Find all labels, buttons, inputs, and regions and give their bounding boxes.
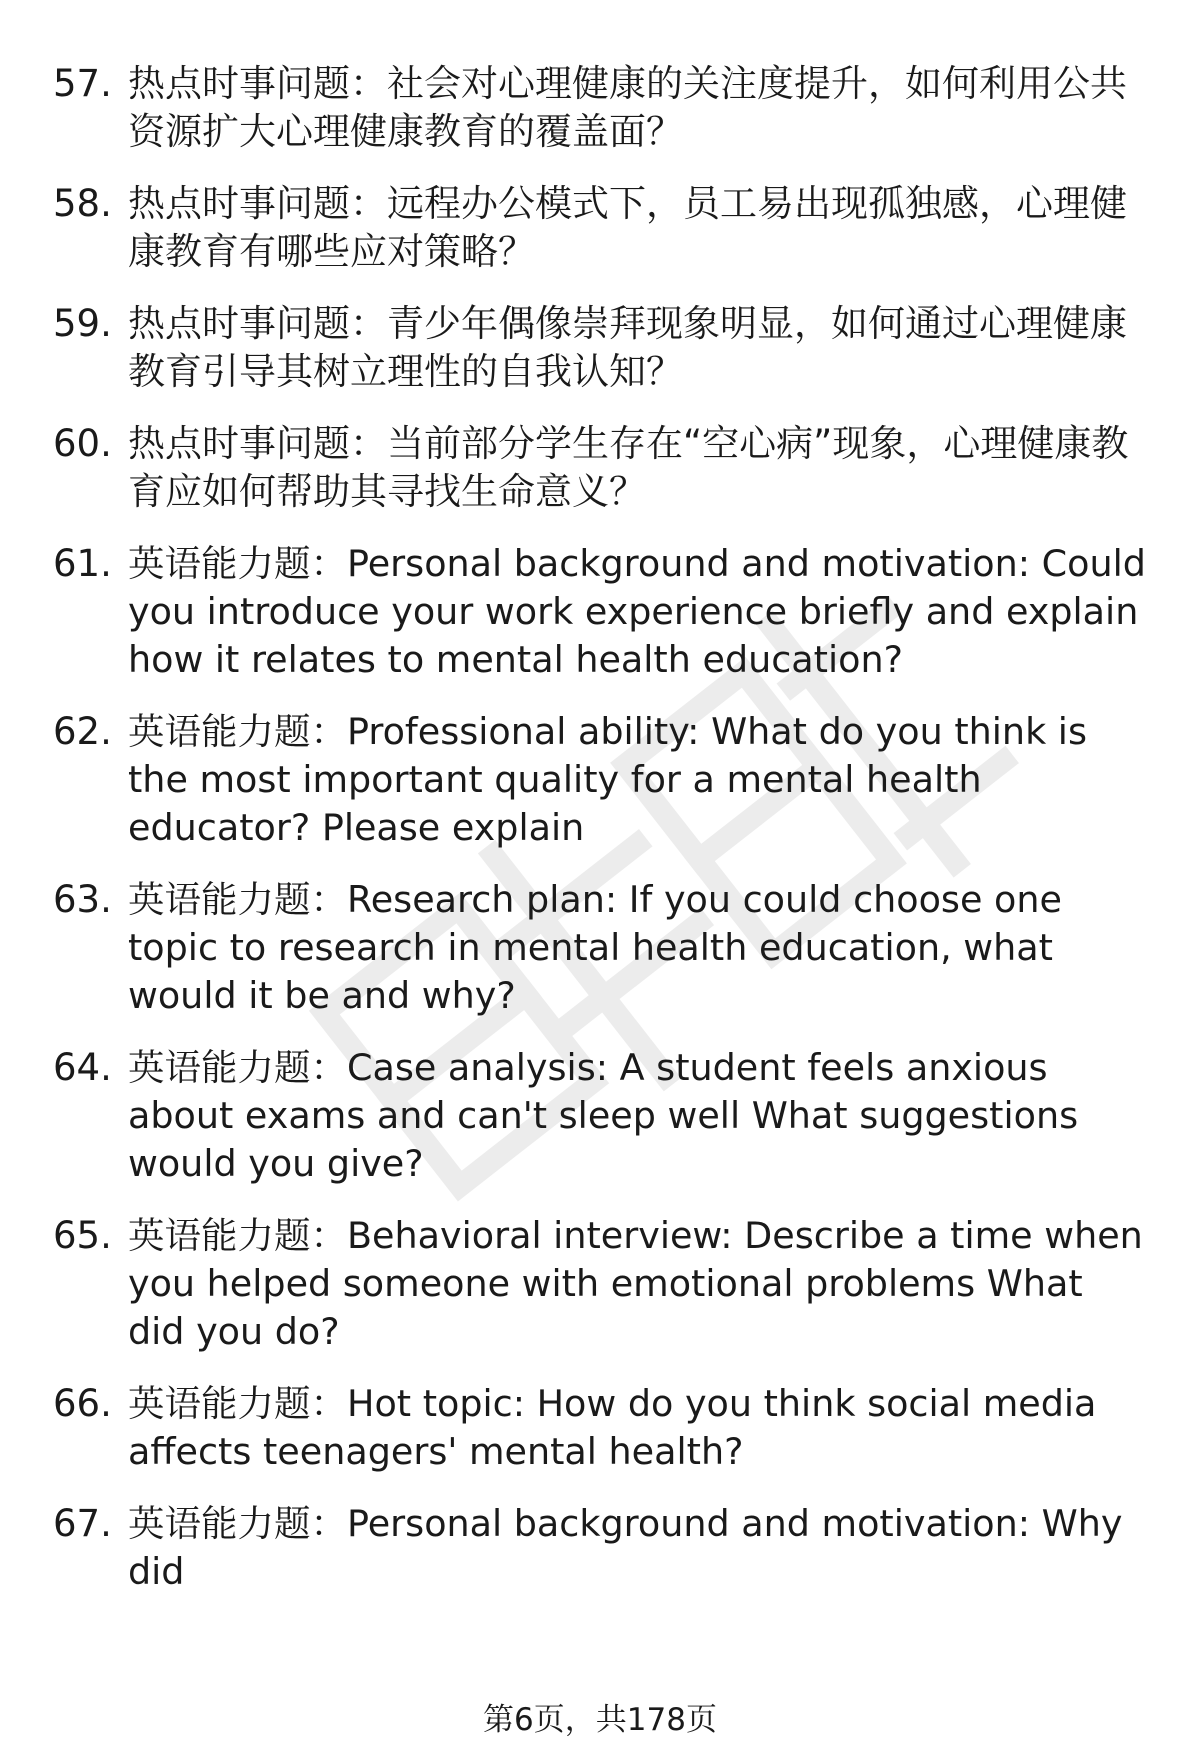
- question-text: 英语能力题：Personal background and motivation: Could you introduce your work experience briefly and explain how it relates to mental health education?: [128, 542, 1146, 681]
- question-number: 57.: [53, 62, 112, 105]
- question-text: 热点时事问题：社会对心理健康的关注度提升，如何利用公共资源扩大心理健康教育的覆盖面？: [128, 62, 1127, 153]
- question-number: 60.: [53, 422, 112, 465]
- question-number: 67.: [53, 1502, 112, 1545]
- question-text: 热点时事问题：远程办公模式下，员工易出现孤独感，心理健康教育有哪些应对策略？: [128, 182, 1127, 273]
- question-number: 61.: [53, 542, 112, 585]
- question-text: 英语能力题：Personal background and motivation: Why did: [128, 1502, 1123, 1593]
- question-item: [0, 300, 1200, 396]
- question-item: [0, 420, 1200, 516]
- question-number: 62.: [53, 710, 112, 753]
- question-item: [0, 1212, 1200, 1356]
- question-item: [0, 1500, 1200, 1596]
- question-text: 英语能力题：Research plan: If you could choose one topic to research in mental health education, what would it be and why?: [128, 878, 1062, 1017]
- question-text: 英语能力题：Behavioral interview: Describe a time when you helped someone with emotional problems What did you do?: [128, 1214, 1143, 1353]
- question-item: [0, 180, 1200, 276]
- page-footer: 第6页，共178页: [483, 1702, 717, 1738]
- question-text: 英语能力题：Professional ability: What do you think is the most important quality for a mental health educator? Please explain: [128, 710, 1087, 849]
- question-number: 66.: [53, 1382, 112, 1425]
- question-text: 英语能力题：Hot topic: How do you think social media affects teenagers' mental health?: [128, 1382, 1097, 1473]
- question-number: 64.: [53, 1046, 112, 1089]
- question-text: 热点时事问题：当前部分学生存在“空心病”现象，心理健康教育应如何帮助其寻找生命意义？: [128, 422, 1129, 513]
- question-item: [0, 1044, 1200, 1188]
- question-text: 英语能力题：Case analysis: A student feels anxious about exams and can't sleep well What suggestions would you give?: [128, 1046, 1079, 1185]
- question-item: [0, 876, 1200, 1020]
- question-list: [0, 60, 1200, 1620]
- question-number: 65.: [53, 1214, 112, 1257]
- question-item: [0, 708, 1200, 852]
- question-number: 58.: [53, 182, 112, 225]
- question-number: 63.: [53, 878, 112, 921]
- question-text: 热点时事问题：青少年偶像崇拜现象明显，如何通过心理健康教育引导其树立理性的自我认知？: [128, 302, 1127, 393]
- question-item: [0, 540, 1200, 684]
- question-number: 59.: [53, 302, 112, 345]
- question-item: [0, 60, 1200, 156]
- question-item: [0, 1380, 1200, 1476]
